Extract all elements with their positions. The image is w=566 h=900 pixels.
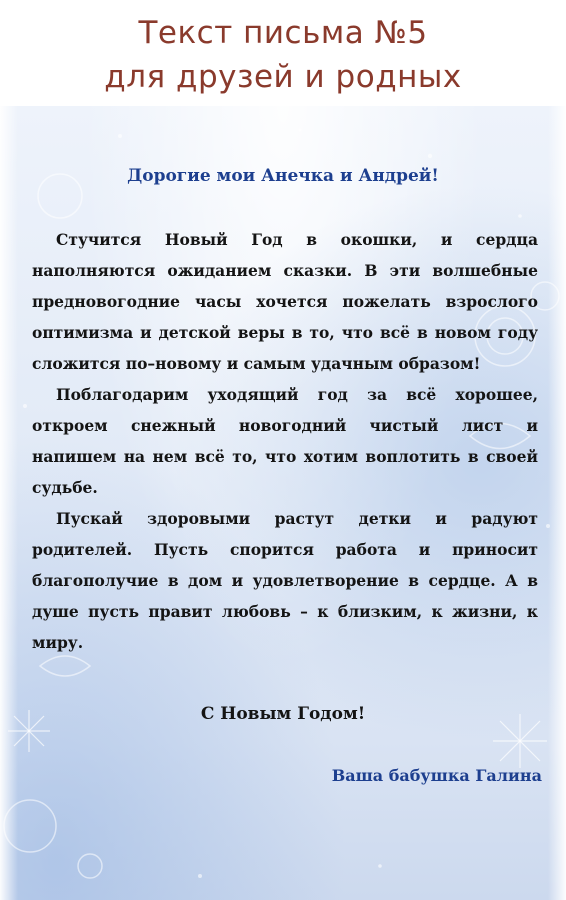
letter-signature: Ваша бабушка Галина xyxy=(331,766,542,785)
letter-paragraph-2: Поблагодарим уходящий год за всё хорошее, откроем снежный новогодний чистый лист и напишем на нем всё то, что хотим воплотить в своей судьбе. xyxy=(32,385,538,497)
letter-closing: С Новым Годом! xyxy=(200,704,366,724)
header-title-line1: Текст письма №5 xyxy=(138,15,428,51)
letter-body xyxy=(32,224,538,658)
page-header xyxy=(0,0,566,108)
letter-paragraph-3: Пускай здоровыми растут детки и радуют родителей. Пусть спорится работа и приносит благополучие в дом и удовлетворение в сердце. А в душе пусть правит любовь – к близким, к жизни, к миру. xyxy=(32,509,538,652)
letter-salutation: Дорогие мои Анечка и Андрей! xyxy=(127,166,439,186)
letter-card xyxy=(0,106,566,900)
header-title-line2: для друзей и родных xyxy=(104,59,462,95)
letter-paragraph-1: Стучится Новый Год в окошки, и сердца наполняются ожиданием сказки. В эти волшебные предновогодние часы хочется пожелать взрослого оптимизма и детской веры в то, что всё в новом году сложится по–новому и самым удачным образом! xyxy=(32,230,538,373)
